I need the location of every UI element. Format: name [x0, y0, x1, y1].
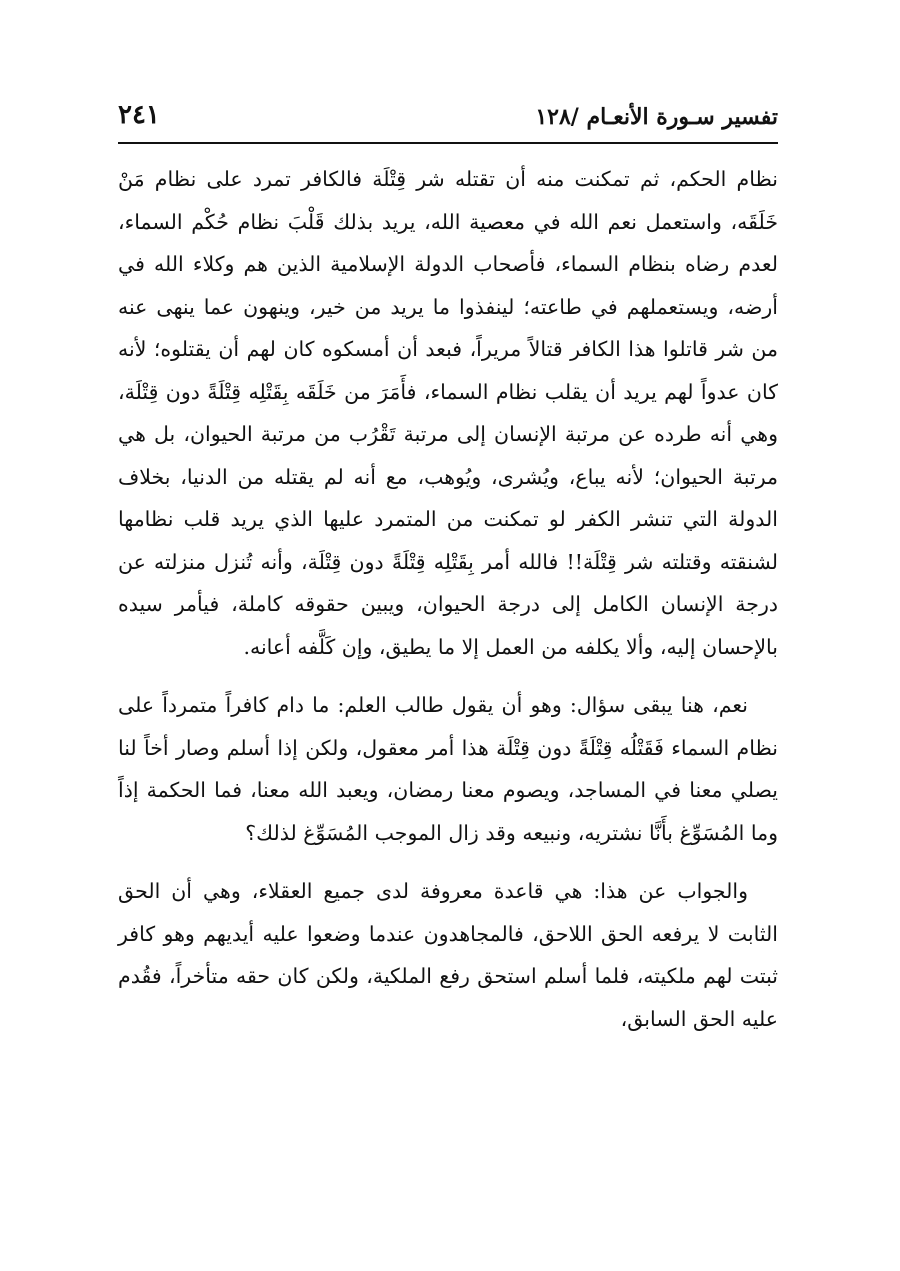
page-number: ٢٤١	[118, 100, 160, 130]
book-page	[118, 96, 778, 1196]
paragraph-1: نظام الحكم، ثم تمكنت منه أن تقتله شر قِتْلَة فالكافر تمرد على نظام مَنْ خَلَقَه، واستعمل نعم الله في معصية الله، يريد بذلك قَلْبَ نظام حُكْم السماء، لعدم رضاه بنظام السماء، فأصحاب الدولة الإسلامية الذين هم وكلاء الله في أرضه، ويستعملهم في طاعته؛ لينفذوا ما يريد من خير، وينهون عما ينهى عنه من شر قاتلوا هذا الكافر قتالاً مريراً، فبعد أن أمسكوه كان لهم أن يقتلوه؛ لأنه كان عدواً لهم يريد أن يقلب نظام السماء، فأَمَرَ من خَلَقَه بِقَتْلِه قِتْلَةً دون قِتْلَة، وهي أنه طرده عن مرتبة الإنسان إلى مرتبة تَقْرُب من مرتبة الحيوان، بل هي مرتبة الحيوان؛ لأنه يباع، ويُشرى، ويُوهب، مع أنه لم يقتله من الدنيا، بخلاف الدولة التي تنشر الكفر لو تمكنت من المتمرد عليها الذي يريد قلب نظامها لشنقته وقتلته شر قِتْلَة!! فالله أمر بِقَتْلِه قِتْلَةً دون قِتْلَة، وأنه تُنزل منزلته عن درجة الإنسان الكامل إلى درجة الحيوان، ويبين حقوقه كاملة، فيأمر سيده بالإحسان إليه، وألا يكلفه من العمل إلا ما يطيق، وإن كَلَّفه أعانه.	[118, 167, 778, 659]
running-title: تفسير سـورة الأنعـام /١٢٨	[535, 104, 778, 130]
paragraph-3: والجواب عن هذا: هي قاعدة معروفة لدى جميع العقلاء، وهي أن الحق الثابت لا يرفعه الحق اللاحق، فالمجاهدون عندما وضعوا عليه أيديهم وهو كافر ثبتت لهم ملكيته، فلما أسلم استحق رفع الملكية، ولكن كان حقه متأخراً، فقُدم عليه الحق السابق،	[118, 879, 778, 1031]
page-header	[118, 96, 778, 144]
paragraph-2: نعم، هنا يبقى سؤال: وهو أن يقول طالب العلم: ما دام كافراً متمرداً على نظام السماء فَقَتْلُه قِتْلَةً دون قِتْلَة هذا أمر معقول، ولكن إذا أسلم وصار أخاً لنا يصلي معنا في المساجد، ويصوم معنا رمضان، ويعبد الله معنا، فما الحكمة إذاً وما المُسَوِّغ بأَنَّا نشتريه، ونبيعه وقد زال الموجب المُسَوِّغ لذلك؟	[118, 693, 778, 845]
page-body	[118, 158, 778, 1040]
